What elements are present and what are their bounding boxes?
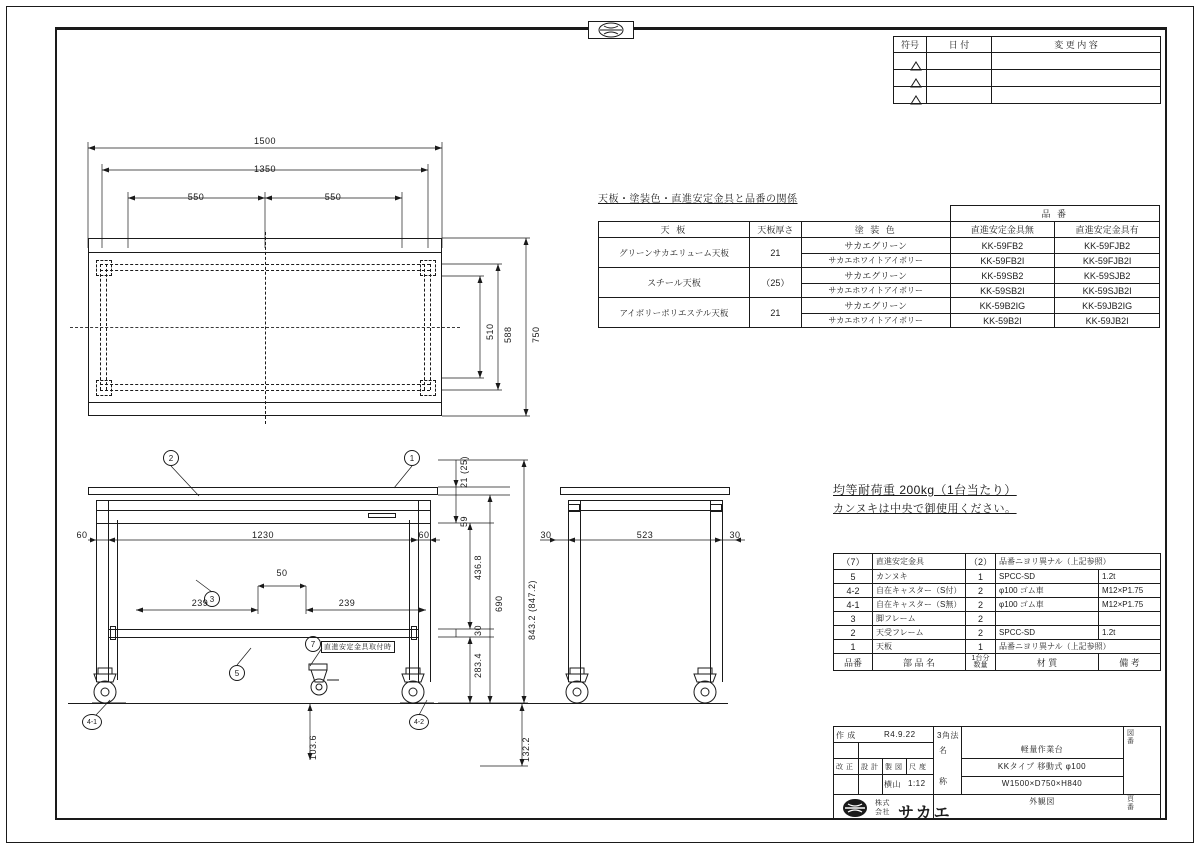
product-line-4: 外観図 <box>1029 797 1055 806</box>
parts-no-3: 4-1 <box>834 598 873 612</box>
title-sub-label-0: 改 正 <box>836 764 854 771</box>
parts-no-1: 5 <box>834 570 873 584</box>
table-row <box>599 238 1160 254</box>
relation-nostab-0: KK-59FB2 <box>950 238 1055 254</box>
title-block-row-2 <box>833 758 933 759</box>
balloon-5-label: 5 <box>234 668 240 678</box>
parts-no-6: 1 <box>834 640 873 654</box>
revision-content-cell <box>992 70 1161 87</box>
title-created-value: R4.9.22 <box>884 730 916 739</box>
table-row <box>834 640 1161 654</box>
table-row <box>834 612 1161 626</box>
dim-239-right: 239 <box>338 598 356 608</box>
title-kind-label: 称 <box>939 777 948 786</box>
parts-qty-6: 1 <box>966 640 996 654</box>
title-block-name-sep-1 <box>961 758 1123 759</box>
product-line-1: 軽量作業台 <box>1020 745 1064 754</box>
balloon-4-2-leader <box>415 700 431 718</box>
relation-stab-5: KK-59JB2I <box>1055 314 1160 328</box>
dim-132-2: 132.2 <box>521 736 531 762</box>
title-sub-label-3: 尺 度 <box>909 764 927 771</box>
parts-no-4: 3 <box>834 612 873 626</box>
title-name-label: 名 <box>939 746 948 755</box>
front-view-tabletop-underline <box>96 500 430 501</box>
dim-510: 510 <box>485 323 495 340</box>
relation-nostab-2: KK-59SB2 <box>950 268 1055 284</box>
relation-blank-1 <box>599 206 750 222</box>
front-view-apron-line-2 <box>96 523 430 524</box>
dim-843-2: 843.2 (847.2) <box>527 579 537 640</box>
top-center-logo <box>588 21 634 39</box>
relation-nostab-4: KK-59B2IG <box>950 298 1055 314</box>
relation-header-top: 天 板 <box>599 222 750 238</box>
balloon-3-label: 3 <box>209 594 215 604</box>
parts-material-0: 品番ニヨリ異ナル（上記参照） <box>996 554 1161 570</box>
relation-header-nostab: 直進安定金具無 <box>950 222 1055 238</box>
title-block-row-1 <box>833 742 933 743</box>
table-row <box>599 268 1160 284</box>
table-row <box>834 554 1161 570</box>
relation-thick-0: 21 <box>749 238 801 268</box>
revision-table <box>893 36 1161 104</box>
balloon-7 <box>305 636 321 652</box>
parts-material-1: SPCC-SD <box>996 570 1099 584</box>
dim-59: 59 <box>459 515 469 527</box>
parts-qty-5: 2 <box>966 626 996 640</box>
parts-remark-5: 1.2t <box>1099 626 1161 640</box>
side-view-tabletop <box>560 487 730 495</box>
dim-30-front: 30 <box>473 624 483 636</box>
table-row <box>599 206 1160 222</box>
revision-date-cell <box>927 53 992 70</box>
balloon-7-label: 7 <box>310 639 316 649</box>
relation-color-3: サカエホワイトアイボリー <box>801 284 950 298</box>
product-line-2: KKタイプ 移動式 φ100 <box>997 762 1087 771</box>
dim-550-right: 550 <box>324 192 342 202</box>
parts-no-2: 4-2 <box>834 584 873 598</box>
title-block-div-3 <box>1123 726 1124 794</box>
revision-mark-cell <box>894 53 927 70</box>
side-view-caster-left <box>564 668 598 708</box>
balloon-4-1-label: 4-1 <box>86 718 98 726</box>
front-view-crossbar-bracket-right <box>411 626 417 640</box>
relation-color-0: サカエグリーン <box>801 238 950 254</box>
dim-side-30-right: 30 <box>729 530 741 540</box>
parts-name-5: 天受フレーム <box>873 626 966 640</box>
title-block-row-4 <box>833 774 933 775</box>
table-row <box>834 626 1161 640</box>
parts-name-3: 自在キャスター（S無） <box>873 598 966 612</box>
dim-1230: 1230 <box>251 530 275 540</box>
dim-436-8: 436.8 <box>473 554 483 580</box>
dim-550-left: 550 <box>187 192 205 202</box>
side-view-bracket-left <box>568 504 580 512</box>
revision-date-cell <box>927 87 992 104</box>
dim-side-30-left: 30 <box>540 530 552 540</box>
relation-table-caption: 天板・塗装色・直進安定金具と品番の関係 <box>598 194 798 205</box>
dim-588: 588 <box>503 326 513 343</box>
front-view-crossbar-bottom <box>108 637 418 638</box>
title-block-div-4 <box>858 742 859 794</box>
parts-no-5: 2 <box>834 626 873 640</box>
company-prefix: 株式 会社 <box>875 800 890 816</box>
dim-1500: 1500 <box>253 136 277 146</box>
table-row <box>894 53 1161 70</box>
balloon-5-leader <box>237 648 257 668</box>
table-row <box>894 37 1161 53</box>
parts-material-6: 品番ニヨリ異ナル（上記参照） <box>996 640 1161 654</box>
title-sub-label-1: 設 計 <box>861 764 879 771</box>
table-row <box>834 570 1161 584</box>
parts-name-1: カンヌキ <box>873 570 966 584</box>
relation-blank-3 <box>801 206 950 222</box>
dim-1350: 1350 <box>253 164 277 174</box>
table-row <box>599 298 1160 314</box>
triangle-icon <box>910 78 922 88</box>
parts-qty-4: 2 <box>966 612 996 626</box>
parts-name-0: 直進安定金具 <box>873 554 966 570</box>
parts-qty-1: 1 <box>966 570 996 584</box>
parts-material-5: SPCC-SD <box>996 626 1099 640</box>
company-name: サカエ <box>898 805 952 822</box>
front-view-crossbar-bracket-left <box>110 626 116 640</box>
balloon-2 <box>163 450 179 466</box>
balloon-4-2-label: 4-2 <box>413 718 425 726</box>
page-no-label: 頁 番 <box>1127 796 1135 812</box>
relation-blank-2 <box>749 206 801 222</box>
relation-header-thickness: 天板厚さ <box>749 222 801 238</box>
relation-top-0: グリーンサカエリューム天板 <box>599 238 750 268</box>
balloon-1-label: 1 <box>409 453 415 463</box>
relation-nostab-1: KK-59FB2I <box>950 254 1055 268</box>
parts-material-3: φ100 ゴム車 <box>996 598 1099 612</box>
dim-523: 523 <box>636 530 654 540</box>
product-line-3: W1500×D750×H840 <box>1001 779 1083 788</box>
side-view-caster-right <box>692 668 726 708</box>
stabilizer-note-label: 直進安定金具取付時 <box>321 641 395 653</box>
table-row <box>894 87 1161 104</box>
parts-remark-1: 1.2t <box>1099 570 1161 584</box>
relation-nostab-5: KK-59B2I <box>950 314 1055 328</box>
relation-color-4: サカエグリーン <box>801 298 950 314</box>
balloon-4-1-leader <box>96 700 116 718</box>
drawing-no-label: 図 番 <box>1127 730 1135 746</box>
parts-no-0: （7） <box>834 554 873 570</box>
parts-name-6: 天板 <box>873 640 966 654</box>
top-view-leg-rear-left <box>96 380 112 396</box>
balloon-1 <box>404 450 420 466</box>
relation-stab-2: KK-59SJB2 <box>1055 268 1160 284</box>
revision-mark-cell <box>894 70 927 87</box>
side-view-bracket-right <box>710 504 722 512</box>
top-border-line-right <box>634 29 1165 30</box>
top-view-leg-front-right <box>420 260 436 276</box>
revision-content-cell <box>992 53 1161 70</box>
parts-header-name: 部 品 名 <box>873 654 966 671</box>
relation-group-header: 品 番 <box>950 206 1159 222</box>
table-row <box>894 70 1161 87</box>
table-row <box>599 222 1160 238</box>
table-row <box>834 598 1161 612</box>
title-author: 横山 <box>884 780 901 789</box>
parts-header-remark: 備 考 <box>1099 654 1161 671</box>
relation-top-2: スチール天板 <box>599 268 750 298</box>
revision-header-content: 変 更 内 容 <box>992 37 1161 53</box>
parts-remark-2: M12×P1.75 <box>1099 584 1161 598</box>
parts-material-4 <box>996 612 1099 626</box>
revision-header-mark: 符号 <box>894 37 927 53</box>
dim-283-4: 283.4 <box>473 652 483 678</box>
parts-qty-3: 2 <box>966 598 996 612</box>
top-border-line-left <box>57 29 588 30</box>
dim-60-left: 60 <box>76 530 88 540</box>
parts-name-4: 脚フレーム <box>873 612 966 626</box>
revision-content-cell <box>992 87 1161 104</box>
dim-690: 690 <box>494 595 504 612</box>
relation-color-2: サカエグリーン <box>801 268 950 284</box>
relation-stab-4: KK-59JB2IG <box>1055 298 1160 314</box>
top-view-leg-front-left <box>96 260 112 276</box>
table-row <box>834 584 1161 598</box>
revision-date-cell <box>927 70 992 87</box>
relation-thick-4: 21 <box>749 298 801 328</box>
dim-21-25: 21 (25) <box>459 455 469 488</box>
triangle-icon <box>910 61 922 71</box>
front-view-crossbar-top <box>108 629 418 630</box>
relation-stab-1: KK-59FJB2I <box>1055 254 1160 268</box>
dim-239-left: 239 <box>191 598 209 608</box>
front-view-center-dims <box>228 578 428 618</box>
relation-top-4: アイボリーポリエステル天板 <box>599 298 750 328</box>
relation-nostab-3: KK-59SB2I <box>950 284 1055 298</box>
title-created-label: 作 成 <box>836 731 856 740</box>
parts-table <box>833 553 1161 671</box>
front-view-latch-detail <box>368 513 396 518</box>
side-view-tabletop-underline <box>568 500 722 501</box>
parts-material-2: φ100 ゴム車 <box>996 584 1099 598</box>
dim-60-right: 60 <box>418 530 430 540</box>
relation-header-color: 塗 装 色 <box>801 222 950 238</box>
title-trisection: 3角法 <box>937 731 959 740</box>
parts-name-2: 自在キャスター（S付） <box>873 584 966 598</box>
parts-header-no: 品番 <box>834 654 873 671</box>
company-logo <box>840 798 876 818</box>
side-view-apron-line <box>568 510 722 511</box>
top-view-centerline-v <box>265 232 266 424</box>
parts-remark-4 <box>1099 612 1161 626</box>
relation-thick-2: （25） <box>749 268 801 298</box>
balloon-2-label: 2 <box>168 453 174 463</box>
table-row <box>834 654 1161 671</box>
balloon-1-leader <box>394 466 418 492</box>
title-block-div-2 <box>961 726 962 794</box>
relation-color-1: サカエホワイトアイボリー <box>801 254 950 268</box>
parts-header-qty: 1台分 数量 <box>966 654 996 671</box>
load-note-line2: カンヌキは中央で御使用ください。 <box>833 503 1017 515</box>
dim-750: 750 <box>531 326 541 343</box>
front-view-tabletop <box>88 487 438 495</box>
relation-header-stab: 直進安定金具有 <box>1055 222 1160 238</box>
parts-remark-3: M12×P1.75 <box>1099 598 1161 612</box>
title-block-div-5 <box>882 758 883 794</box>
title-block-row-3 <box>833 794 1161 795</box>
relation-color-5: サカエホワイトアイボリー <box>801 314 950 328</box>
front-view-apron-line <box>96 510 430 511</box>
relation-stab-3: KK-59SJB2I <box>1055 284 1160 298</box>
parts-header-material: 材 質 <box>996 654 1099 671</box>
top-view-leg-rear-right <box>420 380 436 396</box>
balloon-2-leader <box>171 466 211 500</box>
relation-table <box>598 205 1160 328</box>
title-sub-label-2: 製 図 <box>885 764 903 771</box>
parts-qty-0: （2） <box>966 554 996 570</box>
balloon-3-leader <box>196 580 216 594</box>
title-block-name-sep-2 <box>961 776 1123 777</box>
dim-50: 50 <box>276 568 288 578</box>
relation-stab-0: KK-59FJB2 <box>1055 238 1160 254</box>
revision-mark-cell <box>894 87 927 104</box>
dim-103-6: 103.6 <box>308 734 318 760</box>
revision-header-date: 日 付 <box>927 37 992 53</box>
title-scale: 1:12 <box>908 779 926 788</box>
triangle-icon <box>910 95 922 105</box>
parts-qty-2: 2 <box>966 584 996 598</box>
load-note-line1: 均等耐荷重 200kg（1台当たり） <box>833 483 1017 497</box>
title-block-div-6 <box>906 758 907 774</box>
